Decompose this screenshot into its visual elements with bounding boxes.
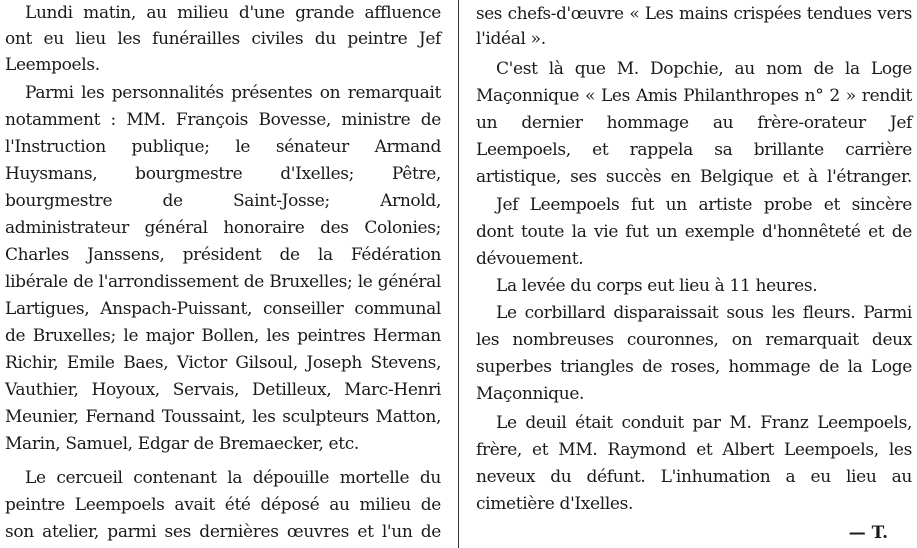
text-line: Marin, Samuel, Edgar de Bremaecker, etc.	[5, 434, 359, 454]
text-line: Le corbillard disparaissait sous les fleurs. Parmi	[496, 303, 912, 323]
text-line: Jef Leempoels fut un artiste probe et sincère	[496, 195, 912, 215]
text-line: frère, et MM. Raymond et Albert Leempoels, les	[476, 440, 912, 460]
text-line: Charles Janssens, président de la Fédération	[5, 245, 441, 265]
text-line: peintre Leempoels avait été déposé au milieu de	[5, 495, 441, 515]
text-line: Le cercueil contenant la dépouille mortelle du	[25, 468, 441, 488]
text-line: administrateur général honoraire des Colonies;	[5, 218, 441, 238]
column-divider	[458, 0, 459, 548]
text-line: Meunier, Fernand Toussaint, les sculpteurs Matton,	[5, 407, 441, 427]
text-line: Lundi matin, au milieu d'une grande affluence	[25, 3, 441, 23]
text-line: son atelier, parmi ses dernières œuvres et l'un de	[5, 522, 441, 542]
text-line: l'idéal ».	[476, 29, 546, 49]
text-line: notamment : MM. François Bovesse, ministre de	[5, 110, 441, 130]
author-signature: — T.	[848, 523, 888, 543]
text-line: artistique, ses succès en Belgique et à l'étranger.	[476, 167, 912, 187]
text-line: Parmi les personnalités présentes on remarquait	[25, 83, 441, 103]
text-line: Le deuil était conduit par M. Franz Leempoels,	[496, 413, 912, 433]
text-line: Vauthier, Hoyoux, Servais, Detilleux, Marc-Henri	[5, 380, 441, 400]
text-line: Maçonnique « Les Amis Philanthropes n° 2 » rendit	[476, 86, 912, 106]
text-line: les nombreuses couronnes, on remarquait deux	[476, 330, 912, 350]
text-line: dévouement.	[476, 249, 584, 269]
text-line: de Bruxelles; le major Bollen, les peintres Herman	[5, 326, 441, 346]
text-line: libérale de l'arrondissement de Bruxelles; le général	[5, 272, 441, 292]
text-line: Huysmans, bourgmestre d'Ixelles; Pêtre,	[5, 164, 441, 184]
text-line: un dernier hommage au frère-orateur Jef	[476, 113, 912, 133]
text-line: Lartigues, Anspach-Puissant, conseiller communal	[5, 299, 441, 319]
text-line: cimetière d'Ixelles.	[476, 494, 634, 514]
text-line: Leempoels, et rappela sa brillante carrière	[476, 140, 912, 160]
text-line: superbes triangles de roses, hommage de la Loge	[476, 357, 912, 377]
text-line: bourgmestre de Saint-Josse; Arnold,	[5, 191, 441, 211]
text-line: l'Instruction publique; le sénateur Armand	[5, 137, 441, 157]
text-line: ont eu lieu les funérailles civiles du peintre Jef	[5, 29, 441, 49]
text-line: Maçonnique.	[476, 384, 585, 404]
text-line: Leempoels.	[5, 55, 100, 75]
text-line: C'est là que M. Dopchie, au nom de la Loge	[496, 59, 912, 79]
text-line: dont toute la vie fut un exemple d'honnêteté et de	[476, 222, 912, 242]
text-line: ses chefs-d'œuvre « Les mains crispées tendues vers	[476, 3, 912, 23]
text-line: neveux du défunt. L'inhumation a eu lieu au	[476, 467, 912, 487]
text-line: Richir, Emile Baes, Victor Gilsoul, Joseph Stevens,	[5, 353, 441, 373]
text-line: La levée du corps eut lieu à 11 heures.	[496, 276, 818, 296]
